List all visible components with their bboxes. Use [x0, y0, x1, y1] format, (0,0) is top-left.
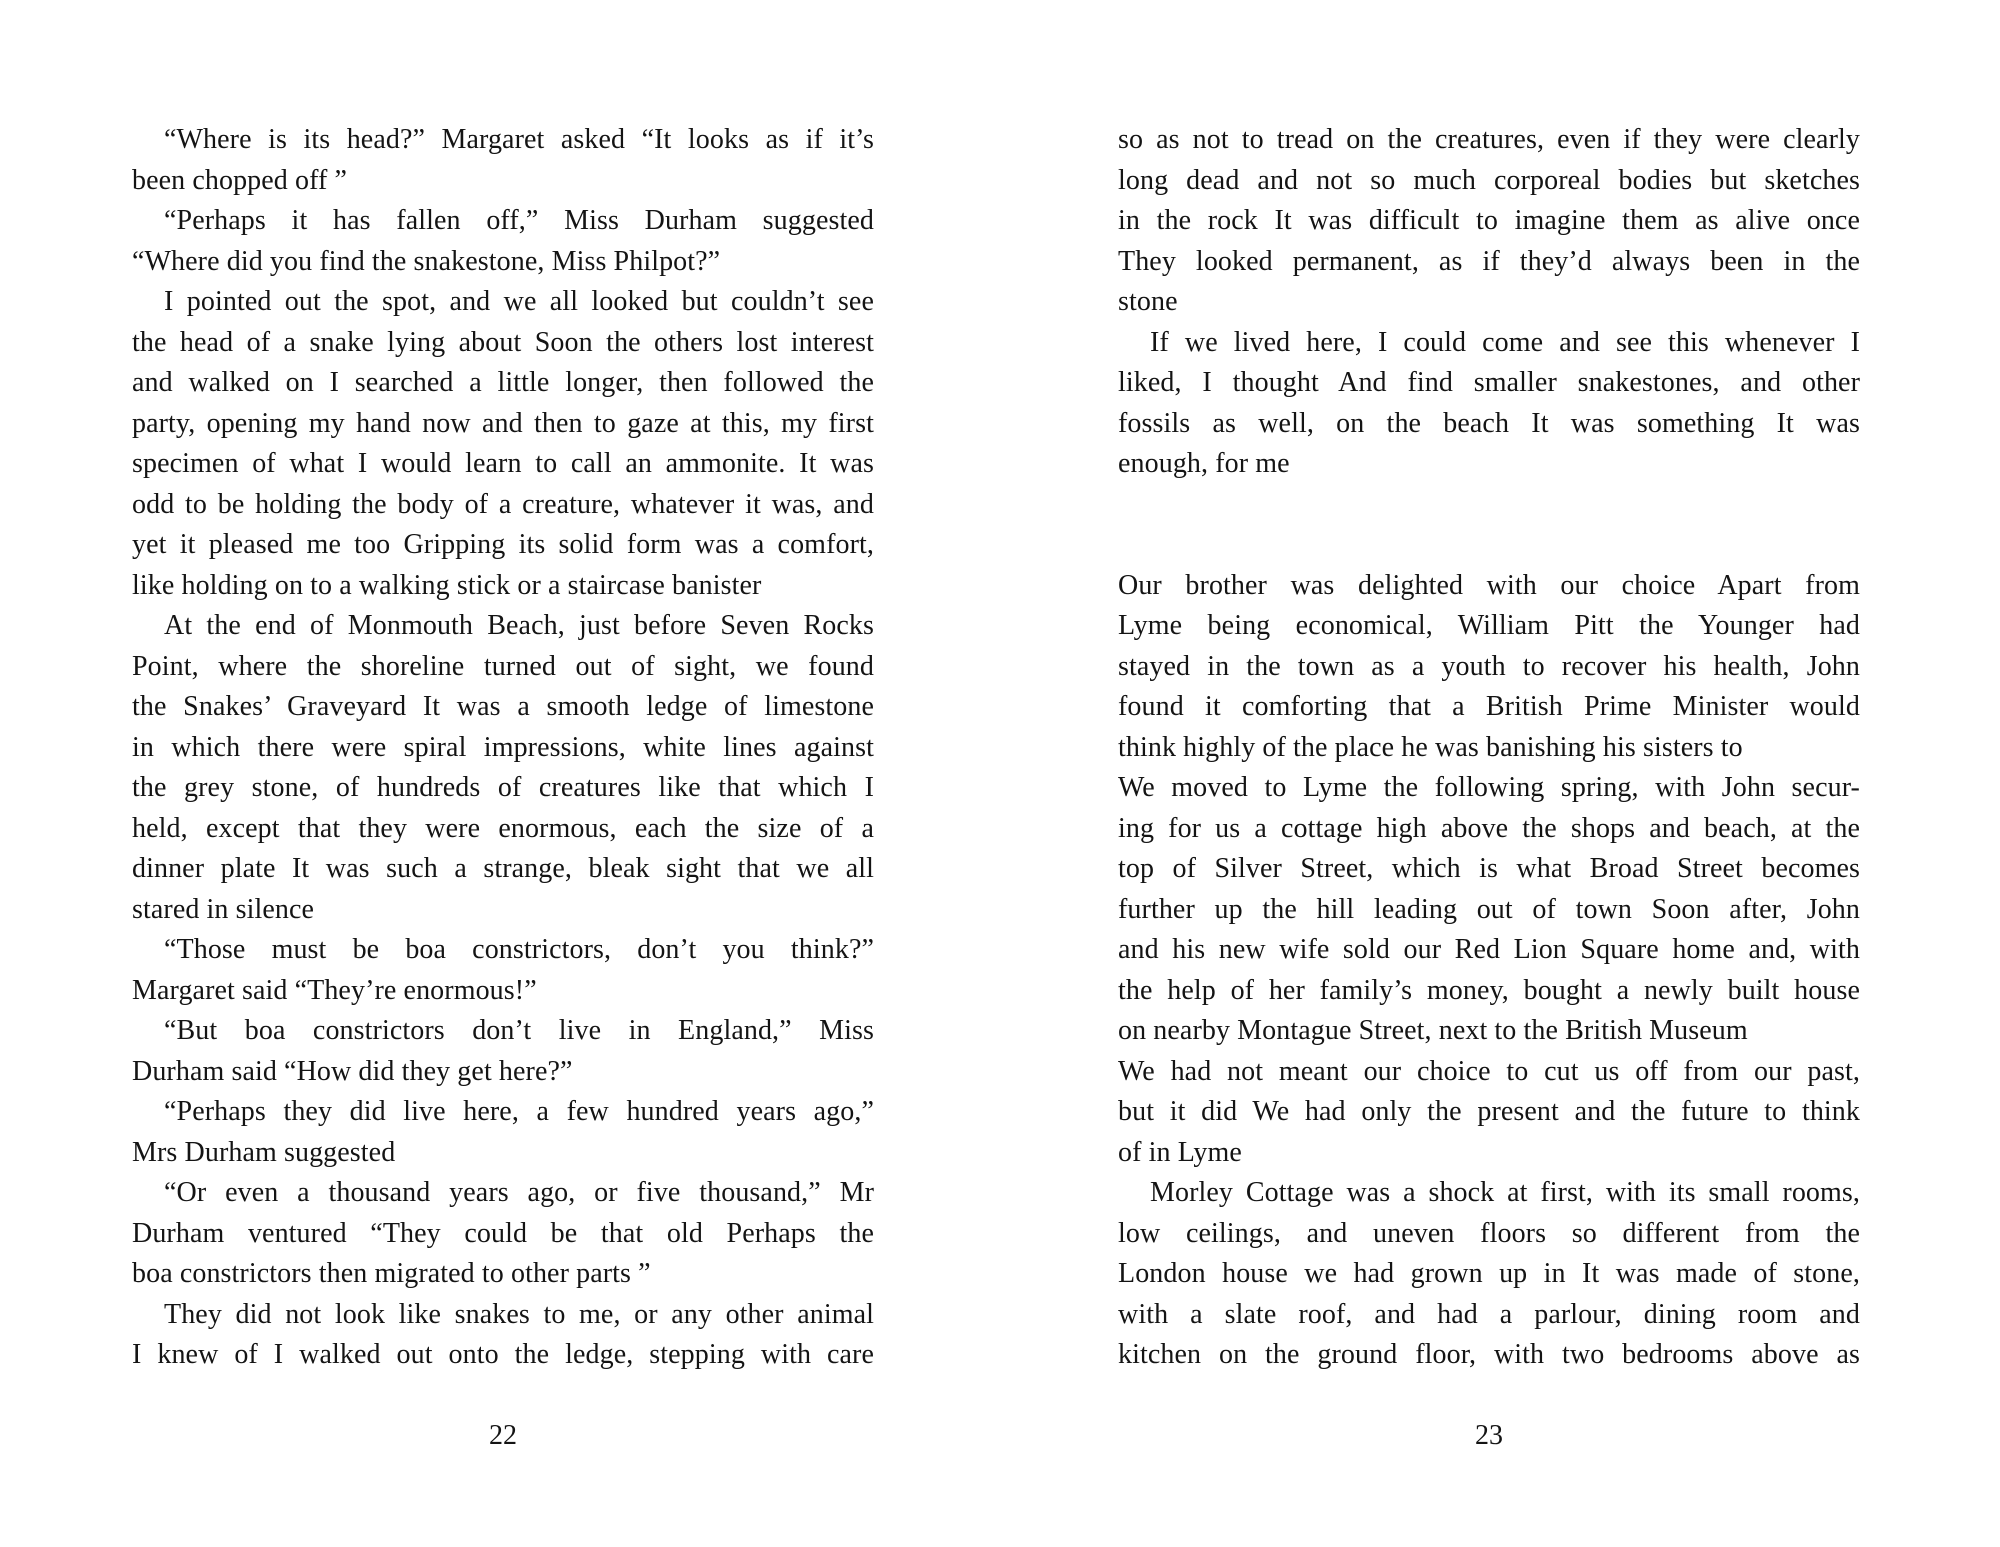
text-line: Mrs Durham suggested — [132, 1136, 396, 1168]
text-line: and walked on I searched a little longer, then followed the — [132, 367, 874, 398]
text-line: I pointed out the spot, and we all looked but couldn’t see — [164, 286, 874, 317]
section-break — [1118, 485, 1860, 566]
page-number-left: 22 — [489, 1420, 517, 1451]
text-line: in the rock It was difficult to imagine them as alive once — [1118, 205, 1860, 236]
text-line: “But boa constrictors don’t live in England,” Miss — [164, 1015, 874, 1046]
text-line: London house we had grown up in It was made of stone, — [1118, 1258, 1860, 1289]
text-line: At the end of Monmouth Beach, just before Seven Rocks — [164, 610, 874, 641]
text-line: further up the hill leading out of town Soon after, John — [1118, 893, 1860, 925]
text-line: yet it pleased me too Gripping its solid form was a comfort, — [132, 529, 874, 560]
text-line: “Where is its head?” Margaret asked “It looks as if it’s — [164, 124, 874, 155]
left-page — [132, 120, 874, 1376]
right-page-section-one — [1118, 120, 1860, 485]
left-page-text — [132, 120, 874, 1376]
right-page — [1118, 120, 1860, 1376]
text-line: “Perhaps it has fallen off,” Miss Durham suggested — [164, 205, 874, 236]
text-line: If we lived here, I could come and see this whenever I — [1150, 326, 1860, 358]
text-line: liked, I thought And find smaller snakestones, and other — [1118, 367, 1860, 398]
text-line: low ceilings, and uneven floors so different from the — [1118, 1217, 1860, 1249]
text-line: boa constrictors then migrated to other parts ” — [132, 1258, 651, 1289]
text-line: They looked permanent, as if they’d always been in the — [1118, 245, 1860, 277]
text-line: party, opening my hand now and then to gaze at this, my first — [132, 407, 874, 439]
text-line: We moved to Lyme the following spring, with John secur- — [1118, 772, 1860, 803]
text-line: odd to be holding the body of a creature, whatever it was, and — [132, 488, 874, 520]
text-line: I knew of I walked out onto the ledge, stepping with care — [132, 1339, 874, 1370]
text-line: enough, for me — [1118, 448, 1290, 479]
text-line: in which there were spiral impressions, white lines against — [132, 731, 874, 763]
text-line: held, except that they were enormous, each the size of a — [132, 812, 874, 844]
text-line: “Where did you find the snakestone, Miss Philpot?” — [132, 245, 721, 277]
text-line: Morley Cottage was a shock at first, with its small rooms, — [1150, 1177, 1860, 1208]
text-line: Our brother was delighted with our choice Apart from — [1118, 569, 1860, 601]
text-line: Point, where the shoreline turned out of sight, we found — [132, 650, 874, 682]
text-line: the Snakes’ Graveyard It was a smooth ledge of limestone — [132, 691, 874, 722]
text-line: “Those must be boa constrictors, don’t you think?” — [164, 934, 874, 965]
text-line: Margaret said “They’re enormous!” — [132, 974, 537, 1006]
right-page-section-two — [1118, 566, 1860, 1376]
text-line: long dead and not so much corporeal bodies but sketches — [1118, 164, 1860, 196]
text-line: the help of her family’s money, bought a newly built house — [1118, 974, 1860, 1006]
text-line: like holding on to a walking stick or a staircase banister — [132, 569, 762, 601]
text-line: Lyme being economical, William Pitt the Younger had — [1118, 610, 1860, 641]
text-line: think highly of the place he was banishing his sisters to — [1118, 731, 1743, 763]
text-line: Durham ventured “They could be that old Perhaps the — [132, 1217, 874, 1249]
text-line: found it comforting that a British Prime Minister would — [1118, 691, 1860, 722]
text-line: of in Lyme — [1118, 1136, 1242, 1168]
text-line: dinner plate It was such a strange, bleak sight that we all — [132, 853, 874, 884]
text-line: the grey stone, of hundreds of creatures like that which I — [132, 772, 874, 803]
text-line: stayed in the town as a youth to recover his health, John — [1118, 650, 1860, 682]
text-line: Durham said “How did they get here?” — [132, 1055, 573, 1087]
text-line: “Or even a thousand years ago, or five thousand,” Mr — [164, 1177, 874, 1208]
text-line: stone — [1118, 286, 1178, 317]
text-line: so as not to tread on the creatures, even if they were clearly — [1118, 124, 1860, 155]
text-line: kitchen on the ground floor, with two bedrooms above as — [1118, 1339, 1860, 1370]
text-line: specimen of what I would learn to call an ammonite. It was — [132, 448, 874, 479]
text-line: the head of a snake lying about Soon the others lost interest — [132, 326, 874, 358]
text-line: “Perhaps they did live here, a few hundred years ago,” — [164, 1096, 874, 1127]
text-line: top of Silver Street, which is what Broad Street becomes — [1118, 853, 1860, 884]
text-line: ing for us a cottage high above the shops and beach, at the — [1118, 812, 1860, 844]
text-line: but it did We had only the present and the future to think — [1118, 1096, 1860, 1127]
text-line: been chopped off ” — [132, 164, 348, 196]
text-line: stared in silence — [132, 893, 315, 925]
text-line: They did not look like snakes to me, or any other animal — [164, 1298, 874, 1330]
text-line: We had not meant our choice to cut us off from our past, — [1118, 1055, 1860, 1087]
text-line: fossils as well, on the beach It was something It was — [1118, 407, 1860, 439]
text-line: with a slate roof, and had a parlour, dining room and — [1118, 1298, 1860, 1330]
page-number-right: 23 — [1475, 1420, 1503, 1451]
text-line: on nearby Montague Street, next to the British Museum — [1118, 1015, 1748, 1046]
text-line: and his new wife sold our Red Lion Square home and, with — [1118, 934, 1860, 965]
